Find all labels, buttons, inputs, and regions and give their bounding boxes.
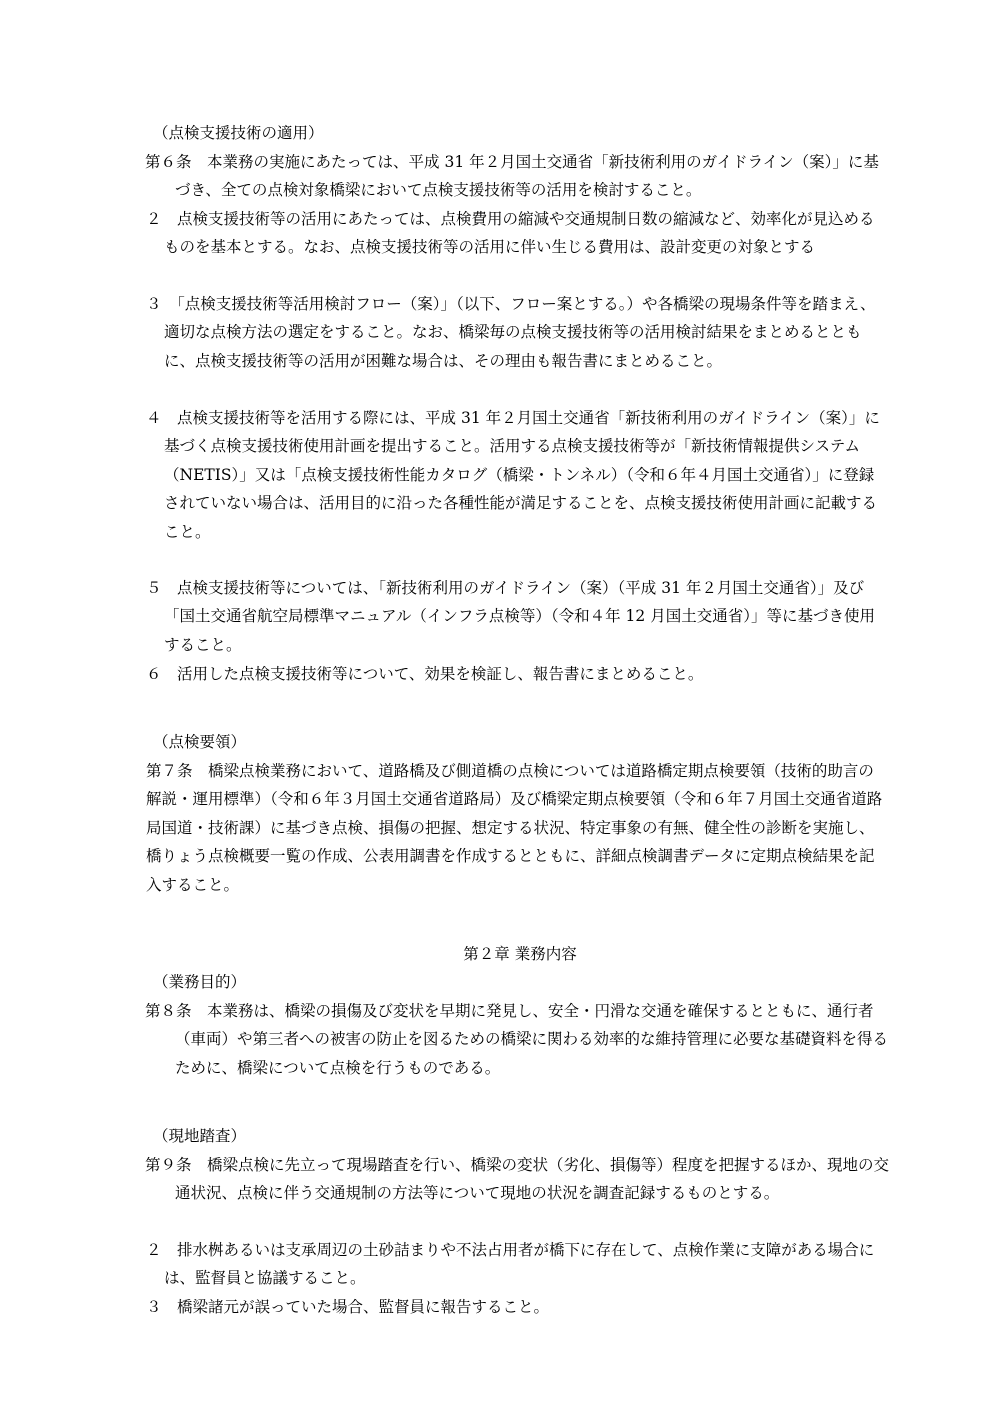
article-number: 第７条 [146,762,193,780]
clause-number: ４ [146,409,162,427]
article-6 [0,148,890,205]
article-text: 橋梁点検に先立って現場踏査を行い、橋梁の変状（劣化、損傷等）程度を把握するほか、現地の交通状況、点検に伴う交通規制の方法等について現地の状況を調査記録するものとする。 [175,1156,890,1203]
clause-number: ３ [146,1298,162,1316]
clause-item [0,660,888,688]
clause-text: 橋梁諸元が誤っていた場合、監督員に報告すること。 [177,1298,550,1316]
article-number: 第９条 [145,1156,192,1174]
clause-text: 点検支援技術等については、「新技術利用のガイドライン（案）（平成 31 年２月国土交通省）」及び「国土交通省航空局標準マニュアル（インフラ点検等）（令和４年 12 月国土交通省）」等に基づき使用すること。 [164,579,875,654]
clause-item [0,290,888,375]
clause-item [0,574,888,659]
clause-text: 「点検支援技術等活用検討フロー（案）」（以下、フロー案とする。）や各橋梁の現場条件等を踏まえ、適切な点検方法の選定をすること。なお、橋梁毎の点検支援技術等の活用検討結果をまとめるとともに、点検支援技術等の活用が困難な場合は、その理由も報告書にまとめること。 [164,295,876,370]
clause-item [0,1293,888,1321]
clause-item [0,205,888,262]
clause-number: ２ [146,210,162,228]
clause-number: ６ [146,665,162,683]
clause-text: 点検支援技術等を活用する際には、平成 31 年２月国土交通省「新技術利用のガイドライン（案）」に基づく点検支援技術使用計画を提出すること。活用する点検支援技術等が「新技術情報提供システム（NETIS）」又は「点検支援技術性能カタログ（橋梁・トンネル）（令和６年４月国土交通省）」に登録されていない場合は、活用目的に沿った各種性能が満足することを、点検支援技術使用計画に記載すること。 [164,409,880,541]
clause-number: ２ [146,1241,162,1259]
article-7 [0,757,886,899]
clause-text: 排水桝あるいは支承周辺の土砂詰まりや不法占用者が橋下に存在して、点検作業に支障がある場合には、監督員と協議すること。 [164,1241,875,1288]
clause-number: ３ [146,295,162,313]
article-text: 本業務は、橋梁の損傷及び変状を早期に発見し、安全・円滑な交通を確保するとともに、通行者（車両）や第三者への被害の防止を図るための橋梁に関わる効率的な維持管理に必要な基礎資料を得るために、橋梁について点検を行うものである。 [175,1002,889,1077]
section-heading: （点検要領） [153,733,247,751]
article-text: 本業務の実施にあたっては、平成 31 年２月国土交通省「新技術利用のガイドライン（案）」に基づき、全ての点検対象橋梁において点検支援技術等の活用を検討すること。 [175,153,879,200]
clause-number: ５ [146,579,162,597]
clause-text: 活用した点検支援技術等について、効果を検証し、報告書にまとめること。 [177,665,704,683]
clause-item [0,1236,888,1293]
section-heading: （現地踏査） [153,1127,247,1145]
section-heading: （点検支援技術の適用） [153,124,324,142]
chapter-title: 第２章 業務内容 [463,945,577,963]
section-heading: （業務目的） [153,973,247,991]
clause-item [0,404,888,546]
clause-text: 点検支援技術等の活用にあたっては、点検費用の縮減や交通規制日数の縮減など、効率化が見込めるものを基本とする。なお、点検支援技術等の活用に伴い生じる費用は、設計変更の対象とする [164,210,875,257]
article-text: 橋梁点検業務において、道路橋及び側道橋の点検については道路橋定期点検要領（技術的助言の解説・運用標準）（令和６年３月国土交通省道路局）及び橋梁定期点検要領（令和６年７月国土交通省道路局国道・技術課）に基づき点検、損傷の把握、想定する状況、特定事象の有無、健全性の診断を実施し、橋りょう点検概要一覧の作成、公表用調書を作成するとともに、詳細点検調書データに定期点検結果を記入すること。 [146,762,883,894]
article-9 [0,1151,890,1208]
article-8 [0,997,890,1082]
article-number: 第６条 [145,153,192,171]
article-number: 第８条 [145,1002,192,1020]
